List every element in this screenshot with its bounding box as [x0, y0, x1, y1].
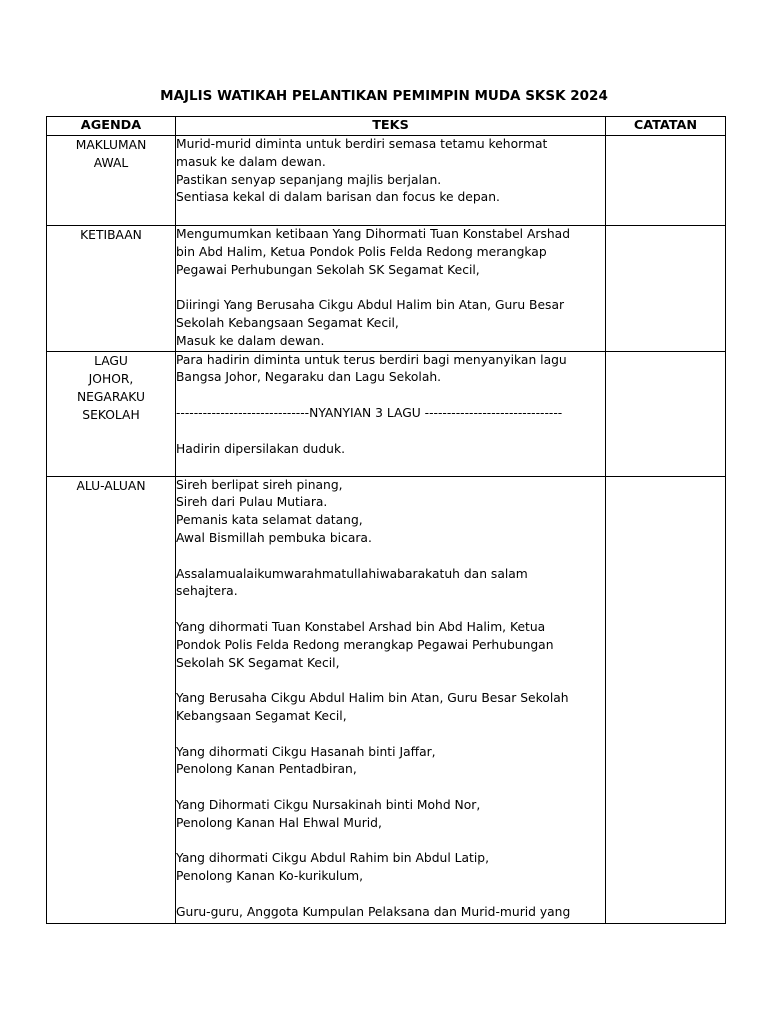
table-row: [47, 476, 726, 923]
teks-line: Pastikan senyap sepanjang majlis berjalan.: [176, 172, 442, 187]
teks-line: Sentiasa kekal di dalam barisan dan focus ke depan.: [176, 190, 500, 205]
teks-line: Pemanis kata selamat datang,: [176, 513, 363, 528]
teks-line: [176, 779, 605, 797]
teks-line: Sekolah SK Segamat Kecil,: [176, 655, 340, 670]
teks-line: Mengumumkan ketibaan Yang Dihormati Tuan Konstabel Arshad: [176, 227, 571, 241]
agenda-line: SEKOLAH: [82, 407, 140, 422]
teks-line: masuk ke dalam dewan.: [176, 154, 326, 169]
teks-line: [176, 886, 605, 904]
agenda-line: MAKLUMAN: [75, 138, 147, 152]
teks-line: Guru-guru, Anggota Kumpulan Pelaksana dan Murid-murid yang: [176, 904, 571, 919]
agenda-line: NEGARAKU: [76, 389, 146, 404]
teks-line: [176, 672, 605, 690]
teks-line: Bangsa Johor, Negaraku dan Lagu Sekolah.: [176, 370, 442, 385]
agenda-line: KETIBAAN: [80, 228, 142, 242]
teks-line: Yang dihormati Cikgu Abdul Rahim bin Abdul Latip,: [176, 851, 489, 866]
agenda-line: AWAL: [93, 156, 129, 170]
teks-line: Yang dihormati Tuan Konstabel Arshad bin Abd Halim, Ketua: [176, 619, 546, 634]
agenda-line: JOHOR,: [88, 371, 134, 386]
catatan-cell: [606, 476, 726, 923]
teks-line: [176, 601, 605, 619]
teks-cell: [176, 226, 606, 352]
teks-line: [176, 387, 605, 405]
teks-line: Penolong Kanan Hal Ehwal Murid,: [176, 815, 382, 830]
agenda-cell: [47, 226, 176, 352]
teks-line: Hadirin dipersilakan duduk.: [176, 441, 345, 456]
teks-line: [176, 279, 605, 297]
teks-line: Yang dihormati Cikgu Hasanah binti Jaffar,: [176, 744, 436, 759]
table-row: [47, 351, 726, 476]
header-catatan: CATATAN: [606, 117, 726, 136]
table-row: [47, 226, 726, 352]
teks-line: Sireh berlipat sireh pinang,: [176, 477, 343, 492]
teks-line: Yang Berusaha Cikgu Abdul Halim bin Atan, Guru Besar Sekolah: [176, 691, 569, 706]
teks-cell: [176, 136, 606, 226]
teks-line: Para hadirin diminta untuk terus berdiri bagi menyanyikan lagu: [176, 352, 567, 367]
teks-line: [176, 833, 605, 851]
teks-line: sehajtera.: [176, 584, 238, 599]
teks-cell: [176, 476, 606, 923]
teks-line: Penolong Kanan Pentadbiran,: [176, 762, 357, 777]
teks-line: Kebangsaan Segamat Kecil,: [176, 708, 347, 723]
teks-line: [176, 423, 605, 441]
header-teks: TEKS: [176, 117, 606, 136]
table-row: [47, 136, 726, 226]
table-header-row: [47, 117, 726, 136]
agenda-cell: [47, 136, 176, 226]
teks-line: Penolong Kanan Ko-kurikulum,: [176, 869, 364, 884]
teks-line: [176, 548, 605, 566]
teks-line: Sekolah Kebangsaan Segamat Kecil,: [176, 315, 399, 330]
teks-line: Pondok Polis Felda Redong merangkap Pegawai Perhubungan: [176, 637, 554, 652]
agenda-cell: [47, 351, 176, 476]
teks-line: [176, 726, 605, 744]
teks-line: Assalamualaikumwarahmatullahiwabarakatuh dan salam: [176, 566, 528, 581]
teks-line: Diiringi Yang Berusaha Cikgu Abdul Halim bin Atan, Guru Besar: [176, 298, 565, 313]
document-title: MAJLIS WATIKAH PELANTIKAN PEMIMPIN MUDA SKSK 2024: [160, 88, 608, 104]
teks-line: Pegawai Perhubungan Sekolah SK Segamat Kecil,: [176, 262, 480, 277]
agenda-table: [46, 116, 726, 924]
teks-line: Murid-murid diminta untuk berdiri semasa tetamu kehormat: [176, 137, 548, 151]
catatan-cell: [606, 226, 726, 352]
teks-line: Sireh dari Pulau Mutiara.: [176, 495, 328, 510]
teks-line: ------------------------------NYANYIAN 3 LAGU -------------------------------: [176, 405, 563, 420]
teks-cell: [176, 351, 606, 476]
teks-line: Masuk ke dalam dewan.: [176, 333, 325, 348]
agenda-line: ALU-ALUAN: [76, 478, 146, 493]
teks-line: Yang Dihormati Cikgu Nursakinah binti Mohd Nor,: [176, 797, 481, 812]
catatan-cell: [606, 351, 726, 476]
agenda-cell: [47, 476, 176, 923]
catatan-cell: [606, 136, 726, 226]
agenda-line: LAGU: [94, 353, 128, 368]
teks-line: bin Abd Halim, Ketua Pondok Polis Felda Redong merangkap: [176, 244, 547, 259]
header-agenda: AGENDA: [47, 117, 176, 136]
teks-line: Awal Bismillah pembuka bicara.: [176, 530, 372, 545]
